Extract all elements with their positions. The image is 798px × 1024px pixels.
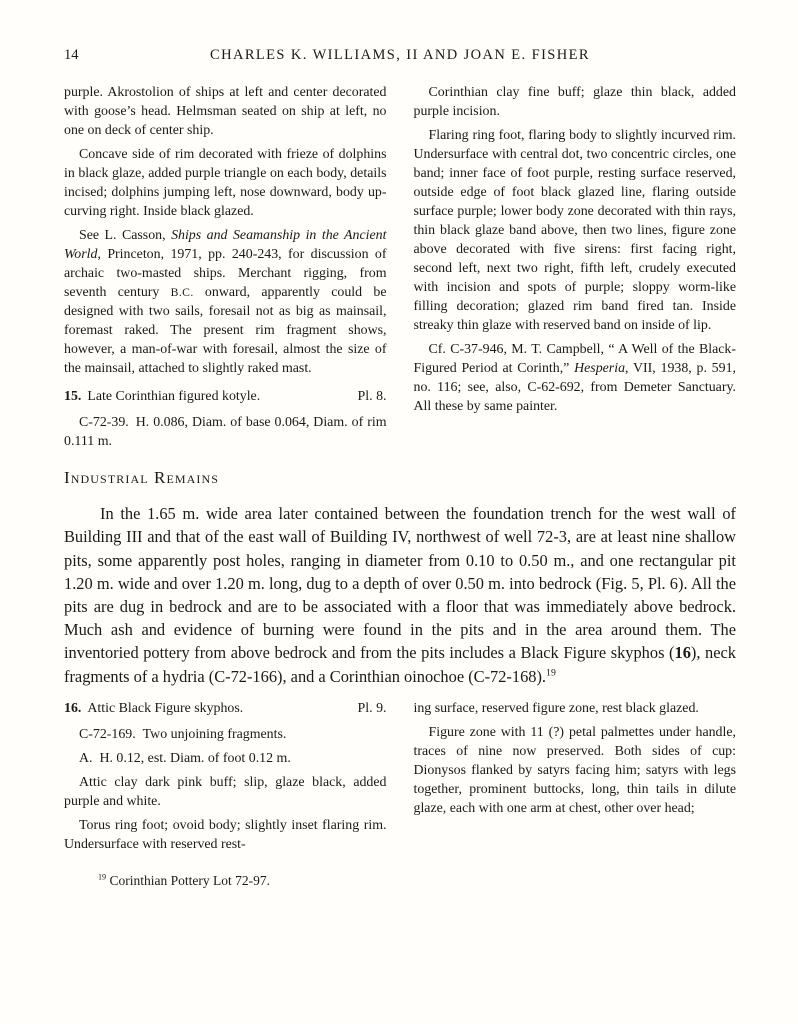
entry-title: Attic Black Figure skyphos. (87, 700, 244, 716)
paragraph-foot-description: Torus ring foot; ovoid body; slightly inset flaring rim. Undersurface with reserved rest- (64, 817, 387, 852)
page-number: 14 (64, 47, 79, 63)
plate-reference: Pl. 9. (357, 700, 387, 716)
text-run: , VII, 1938, p. 591, no. 116; see, also, C-62-692, from Demeter Sanctuary. All these by same painter. (413, 361, 736, 414)
catalogue-number-reference: 16 (674, 643, 691, 663)
paragraph-dimensions: A. H. 0.12, est. Diam. of foot 0.12 m. (79, 750, 291, 766)
section-heading-industrial-remains: Industrial Remains (64, 468, 220, 487)
running-title: CHARLES K. WILLIAMS, II AND JOAN E. FISHER (210, 47, 590, 63)
paragraph-dimensions: C-72-39. H. 0.086, Diam. of base 0.064, Diam. of rim 0.111 m. (64, 415, 387, 449)
entry-number: 15. (64, 389, 82, 404)
column-right (414, 83, 737, 456)
text-run: onward, apparently could be designed with two sails, foresail not as big as mainsail, foremast raked. The present rim fragment shows, however, a man-of-war with foresail, almost the size of the mainsail, attached to slightly raked mast. (64, 285, 387, 376)
catalogue-entry-16-section (64, 699, 736, 859)
text-run: Cf. C-37-946, M. T. Campbell, “ A Well of the Black-Figured Period at Corinth,” (413, 342, 736, 376)
column-left (64, 83, 387, 456)
paragraph-continuation: ing surface, reserved figure zone, rest black glazed. (413, 700, 699, 716)
footnote-number: 19 (98, 872, 107, 882)
paragraph-casson-reference (64, 226, 387, 378)
paragraph-vessel-description: Flaring ring foot, flaring body to slightly incurved rim. Undersurface with central dot, two concentric circles, one band; inner face of foot purple, resting surface reserved, outside edge of foot black glazed line, flaring outside surface purple; lower body zone decorated with thin rays, thin black glaze band above, then two lines, figure zone above decorated with five sirens: first facing right, second left, next two right, fifth left, crudely executed with incision and spots of purple; sloppy worm-like filling decoration; glazed rim band fired tan. Inside streaky thin glaze with reserved band on inside of lip. (413, 128, 736, 333)
text-run: See L. Casson, (79, 228, 172, 243)
column-right (414, 699, 737, 859)
paragraph-figure-zone: Figure zone with 11 (?) petal palmettes under handle, traces of nine now preserved. Both sides of cup: Dionysos flanked by satyrs facing him; satyrs with legs together, prominent buttocks, long, thin tails in dilute glaze, each with one arm at chest, other over head; (413, 724, 736, 816)
entry-15-heading (64, 387, 387, 406)
text-run: ), neck fragments of a hydria (C-72-166), and a Corinthian oinochoe (C-72-168). (64, 643, 736, 686)
paragraph-fragments: C-72-169. Two unjoining fragments. (79, 726, 287, 742)
industrial-remains-paragraph (64, 502, 736, 688)
column-left (64, 699, 387, 859)
paragraph-rim-description: Concave side of rim decorated with frieze of dolphins in black glaze, added purple triangle on each body, details incised; dolphins jumping left, nose downward, body up-curving right. Inside black glazed. (64, 147, 387, 219)
journal-title: Hesperia (574, 361, 626, 376)
entry-number: 16. (64, 700, 82, 716)
paragraph-clay-description: Attic clay dark pink buff; slip, glaze black, added purple and white. (64, 774, 387, 809)
text-run: In the 1.65 m. wide area later contained between the foundation trench for the west wall of Building III and that of the east wall of Building IV, northwest of well 72-3, are at least nine shallow pits, some apparently post holes, ranging in diameter from 0.10 to 0.50 m., and one rectangular pit 1.20 m. wide and over 1.20 m. long, dug to a depth of over 0.50 m. into bedrock (Fig. 5, Pl. 6). All the pits are dug in bedrock and are to be associated with a floor that was immediately above bedrock. Much ash and evidence of burning were found in the pits and in the area around them. The inventoried pottery from above bedrock and from the pits includes a Black Figure skyphos ( (64, 504, 736, 663)
footnote-text: Corinthian Pottery Lot 72-97. (106, 872, 270, 888)
text-run: , Princeton, 1971, pp. 240-243, for discussion of archaic two-masted ships. Merchant rigging, from seventh century (64, 247, 387, 300)
paragraph-clay-description: Corinthian clay fine buff; glaze thin black, added purple incision. (413, 85, 736, 119)
paragraph-campbell-reference (414, 340, 737, 416)
plate-reference: Pl. 8. (357, 389, 387, 404)
book-title: Ships and Seamanship in the Ancient World (64, 228, 387, 262)
entry-title: Late Corinthian figured kotyle. (87, 389, 261, 404)
catalogue-entry-15-section (64, 83, 736, 456)
era-abbreviation: B.C. (170, 286, 194, 299)
page-header (64, 46, 736, 64)
footnote-marker: 19 (546, 667, 556, 679)
footnote-19 (64, 872, 736, 890)
entry-16-heading (64, 699, 387, 718)
paragraph-continuation: purple. Akrostolion of ships at left and center decorated with goose’s head. Helmsman seated on ship at left, no one on deck of center ship. (64, 85, 387, 138)
